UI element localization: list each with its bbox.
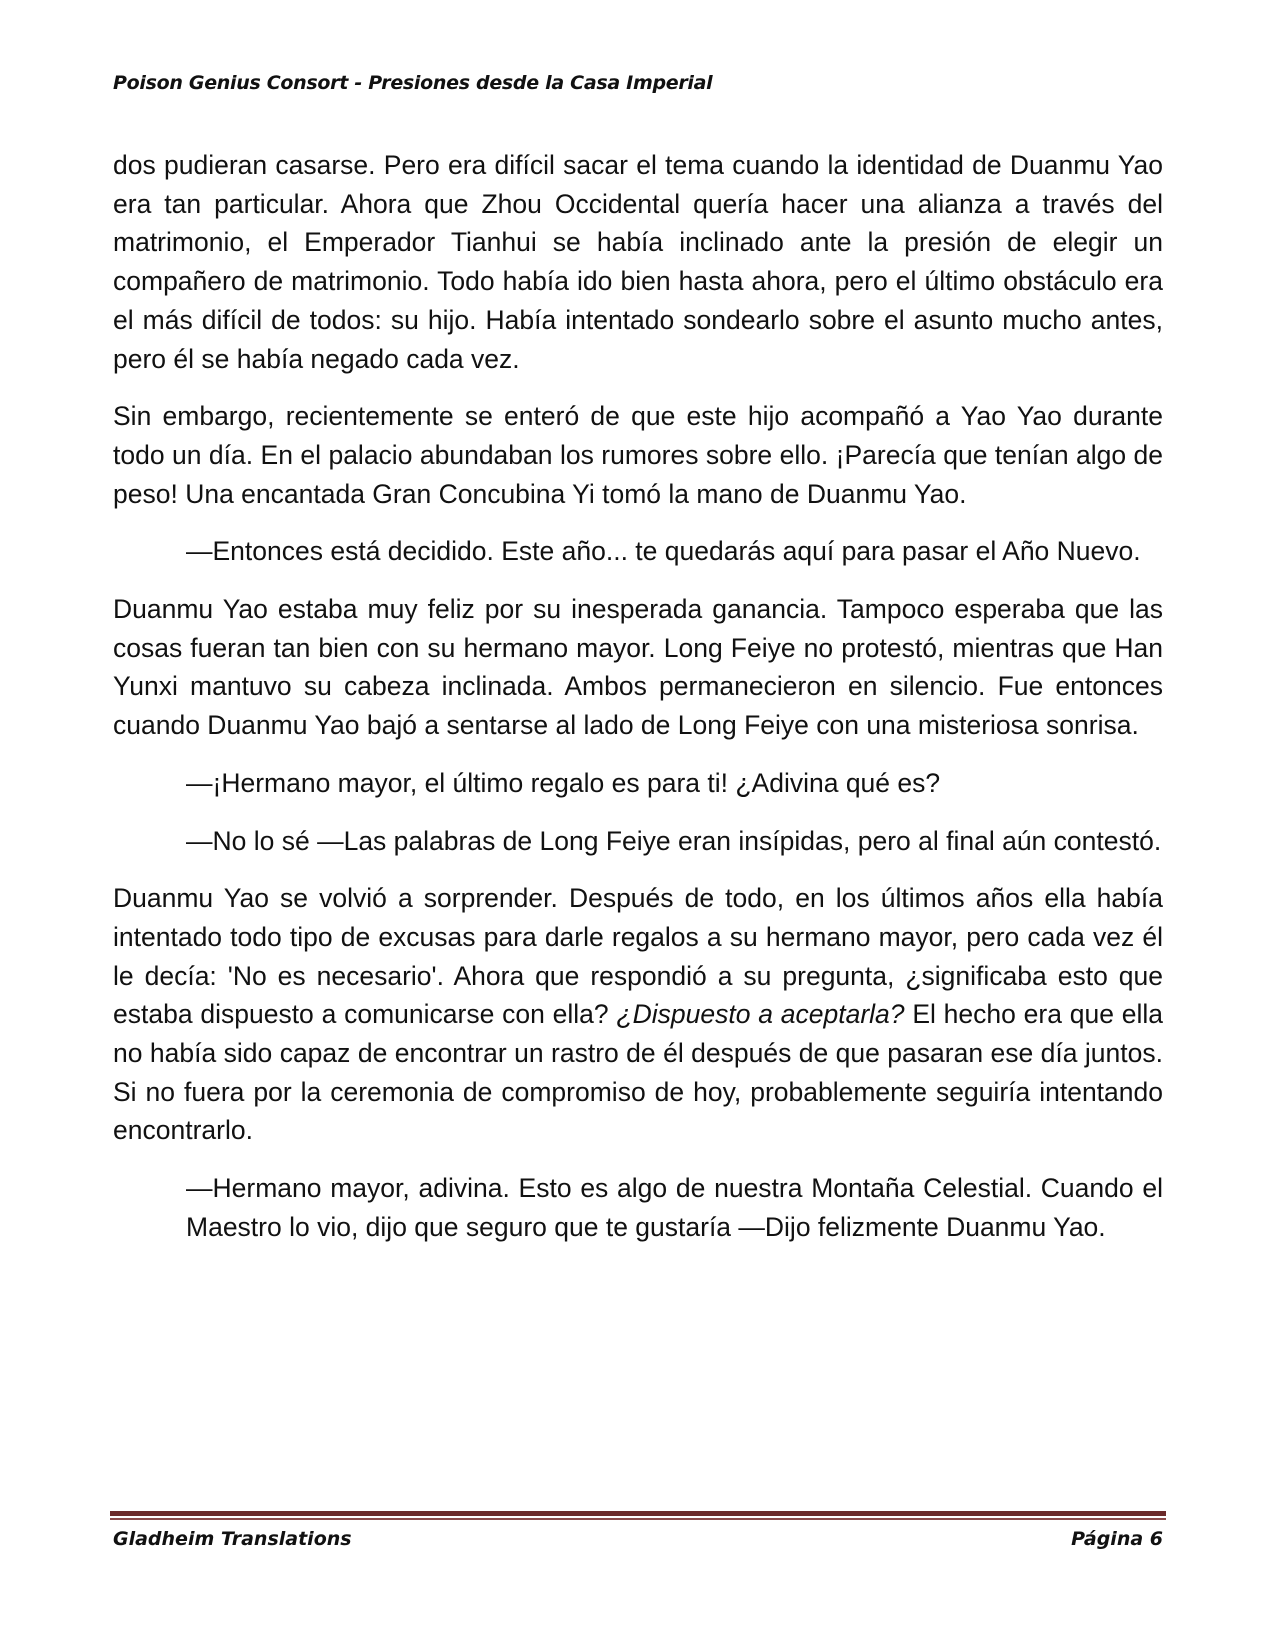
dialogue-line: —Entonces está decidido. Este año... te quedarás aquí para pasar el Año Nuevo. xyxy=(186,536,1141,567)
paragraph: Sin embargo, recientemente se enteró de que este hijo acompañó a Yao Yao durante todo un día. En el palacio abundaban los rumores sobre ello. ¡Parecía que tenían algo de peso! Una encantada Gran Concubina Yi tomó la mano de Duanmu Yao. xyxy=(113,401,1163,509)
dialogue-line: —¡Hermano mayor, el último regalo es para ti! ¿Adivina qué es? xyxy=(186,767,941,798)
page-header-title: Poison Genius Consort - Presiones desde la Casa Imperial xyxy=(113,72,713,94)
footer-page-number: Página 6 xyxy=(1071,1528,1163,1550)
dialogue-line: —No lo sé —Las palabras de Long Feiye eran insípidas, pero al final aún contestó. xyxy=(186,825,1162,856)
paragraph-text: Duanmu Yao se volvió a sorprender. Después de todo, en los últimos años ella había intentado todo tipo de excusas para darle regalos a su hermano mayor, pero cada vez él le decía: 'No es necesario'. Ahora que respondió a su pregunta, ¿significaba esto que estaba dispuesto a comunicarse con ella? xyxy=(113,883,1163,1030)
document-body xyxy=(113,146,1163,1266)
paragraph-italic-text: ¿Dispuesto a aceptarla? xyxy=(616,999,905,1030)
footer-translator: Gladheim Translations xyxy=(113,1528,352,1550)
paragraph: Duanmu Yao estaba muy feliz por su inesperada ganancia. Tampoco esperaba que las cosas fueran tan bien con su hermano mayor. Long Feiye no protestó, mientras que Han Yunxi mantuvo su cabeza inclinada. Ambos permanecieron en silencio. Fue entonces cuando Duanmu Yao bajó a sentarse al lado de Long Feiye con una misteriosa sonrisa. xyxy=(113,594,1163,741)
paragraph xyxy=(113,879,1163,1150)
dialogue-line: —Hermano mayor, adivina. Esto es algo de nuestra Montaña Celestial. Cuando el Maestro lo vio, dijo que seguro que te gustaría —Dijo felizmente Duanmu Yao. xyxy=(186,1173,1163,1242)
paragraph: dos pudieran casarse. Pero era difícil sacar el tema cuando la identidad de Duanmu Yao era tan particular. Ahora que Zhou Occidental quería hacer una alianza a través del matrimonio, el Emperador Tianhui se había inclinado ante la presión de elegir un compañero de matrimonio. Todo había ido bien hasta ahora, pero el último obstáculo era el más difícil de todos: su hijo. Había intentado sondearlo sobre el asunto mucho antes, pero él se había negado cada vez. xyxy=(113,150,1163,374)
paragraph-text: El hecho era que ella no había sido capaz de encontrar un rastro de él después de que pasaran ese día juntos. Si no fuera por la ceremonia de compromiso de hoy, probablemente seguiría intentando encontrarlo. xyxy=(113,999,1164,1146)
